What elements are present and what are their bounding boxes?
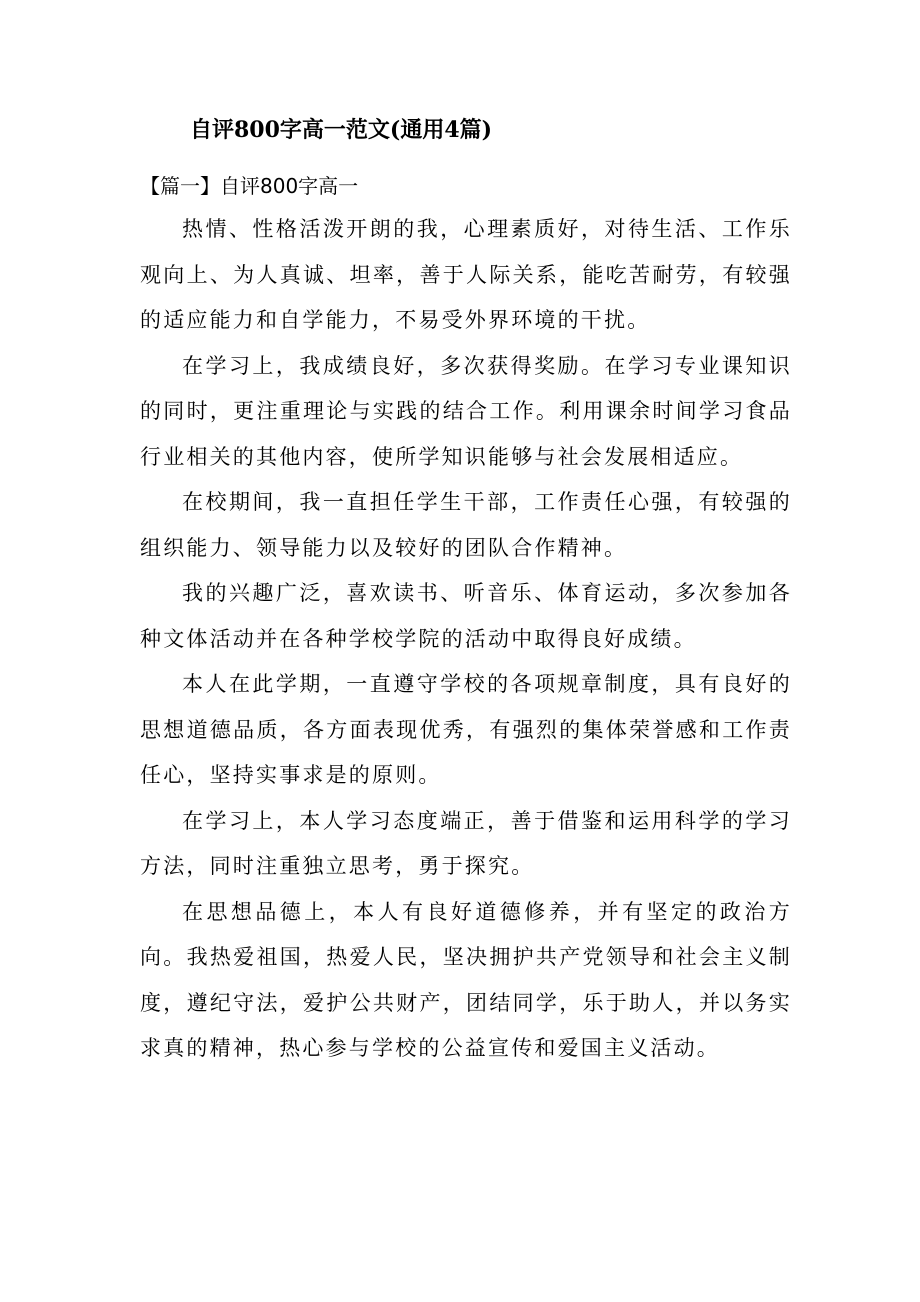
paragraph: 在学习上，本人学习态度端正，善于借鉴和运用科学的学习方法，同时注重独立思考，勇于探究。 xyxy=(140,808,792,878)
document-body xyxy=(140,207,792,1072)
section-heading: 【篇一】自评800字高一 xyxy=(140,174,359,198)
document-title: 自评800字高一范文(通用4篇) xyxy=(190,117,493,143)
paragraph: 在校期间，我一直担任学生干部，工作责任心强，有较强的组织能力、领导能力以及较好的团队合作精神。 xyxy=(140,490,792,560)
paragraph: 在思想品德上，本人有良好道德修养，并有坚定的政治方向。我热爱祖国，热爱人民，坚决拥护共产党领导和社会主义制度，遵纪守法，爱护公共财产，团结同学，乐于助人，并以务实求真的精神，热心参与学校的公益宣传和爱国主义活动。 xyxy=(140,899,792,1060)
paragraph: 热情、性格活泼开朗的我，心理素质好，对待生活、工作乐观向上、为人真诚、坦率，善于人际关系，能吃苦耐劳，有较强的适应能力和自学能力，不易受外界环境的干扰。 xyxy=(140,217,792,332)
paragraph: 我的兴趣广泛，喜欢读书、听音乐、体育运动，多次参加各种文体活动并在各种学校学院的活动中取得良好成绩。 xyxy=(140,581,792,651)
paragraph: 在学习上，我成绩良好，多次获得奖励。在学习专业课知识的同时，更注重理论与实践的结合工作。利用课余时间学习食品行业相关的其他内容，使所学知识能够与社会发展相适应。 xyxy=(140,353,792,469)
paragraph: 本人在此学期，一直遵守学校的各项规章制度，具有良好的思想道德品质，各方面表现优秀，有强烈的集体荣誉感和工作责任心，坚持实事求是的原则。 xyxy=(140,672,792,787)
